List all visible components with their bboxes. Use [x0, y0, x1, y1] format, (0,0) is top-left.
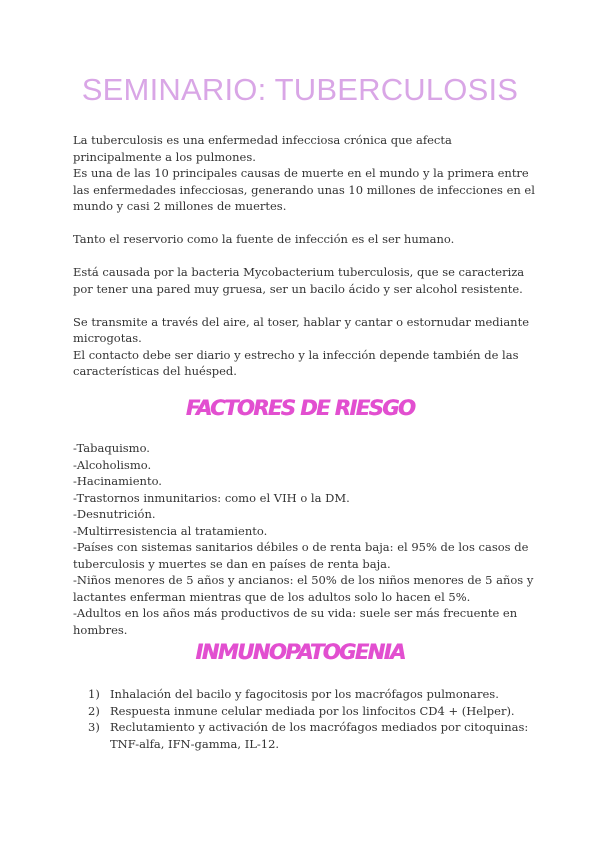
risk-factors-list: [73, 440, 543, 638]
list-item: -Trastornos inmunitarios: como el VIH o la DM.: [73, 490, 350, 505]
list-item: -Niños menores de 5 años y ancianos: el 50% de los niños menores de 5 años y lactantes enferman mientras que de los adultos solo lo hacen el 5%.: [73, 573, 534, 604]
document-title: SEMINARIO: TUBERCULOSIS: [81, 72, 519, 107]
risk-factors-section: [73, 440, 543, 638]
list-item: -Países con sistemas sanitarios débiles o de renta baja: el 95% de los casos de tuberculosis y muertes se dan en países de renta baja.: [73, 540, 529, 571]
list-item: -Multirresistencia al tratamiento.: [73, 523, 268, 538]
list-item: [88, 703, 548, 720]
intro-paragraph: Es una de las 10 principales causas de muerte en el mundo y la primera entre las enfermedades infecciosas, generando unas 10 millones de infecciones en el mundo y casi 2 millones de muertes.: [73, 166, 535, 213]
list-item: [88, 719, 548, 752]
list-number: 3): [88, 720, 100, 734]
list-item-text: Inhalación del bacilo y fagocitosis por los macrófagos pulmonares.: [110, 687, 499, 701]
intro-paragraph: El contacto debe ser diario y estrecho y la infección depende también de las características del huésped.: [73, 347, 519, 378]
list-number: 2): [88, 703, 100, 718]
immunopathogenesis-heading: INMUNOPATOGENIA: [195, 640, 405, 664]
intro-paragraph: La tuberculosis es una enfermedad infecciosa crónica que afecta principalmente a los pulmones.: [73, 133, 452, 164]
intro-paragraph: Tanto el reservorio como la fuente de infección es el ser humano.: [73, 232, 455, 246]
risk-factors-heading: FACTORES DE RIESGO: [185, 396, 415, 420]
list-item-text: Respuesta inmune celular mediada por los linfocitos CD4 + (Helper).: [110, 703, 515, 718]
intro-paragraph: Está causada por la bacteria Mycobacterium tuberculosis, que se caracteriza por tener una pared muy gruesa, ser un bacilo ácido y ser alcohol resistente.: [73, 265, 525, 296]
immunopathogenesis-list: [88, 686, 548, 752]
intro-section: [73, 132, 543, 380]
list-item-text: Reclutamiento y activación de los macrófagos mediados por citoquinas: TNF-alfa, IFN-gamma, IL-12.: [110, 720, 529, 751]
list-item: -Alcoholismo.: [73, 457, 152, 472]
list-item: -Desnutrición.: [73, 507, 156, 521]
list-number: 1): [88, 687, 100, 701]
intro-paragraph: Se transmite a través del aire, al toser, hablar y cantar o estornudar mediante microgotas.: [73, 314, 530, 345]
list-item: -Adultos en los años más productivos de su vida: suele ser más frecuente en hombres.: [73, 606, 518, 637]
list-item: [88, 686, 548, 703]
list-item: -Hacinamiento.: [73, 474, 162, 488]
list-item: -Tabaquismo.: [73, 441, 150, 455]
